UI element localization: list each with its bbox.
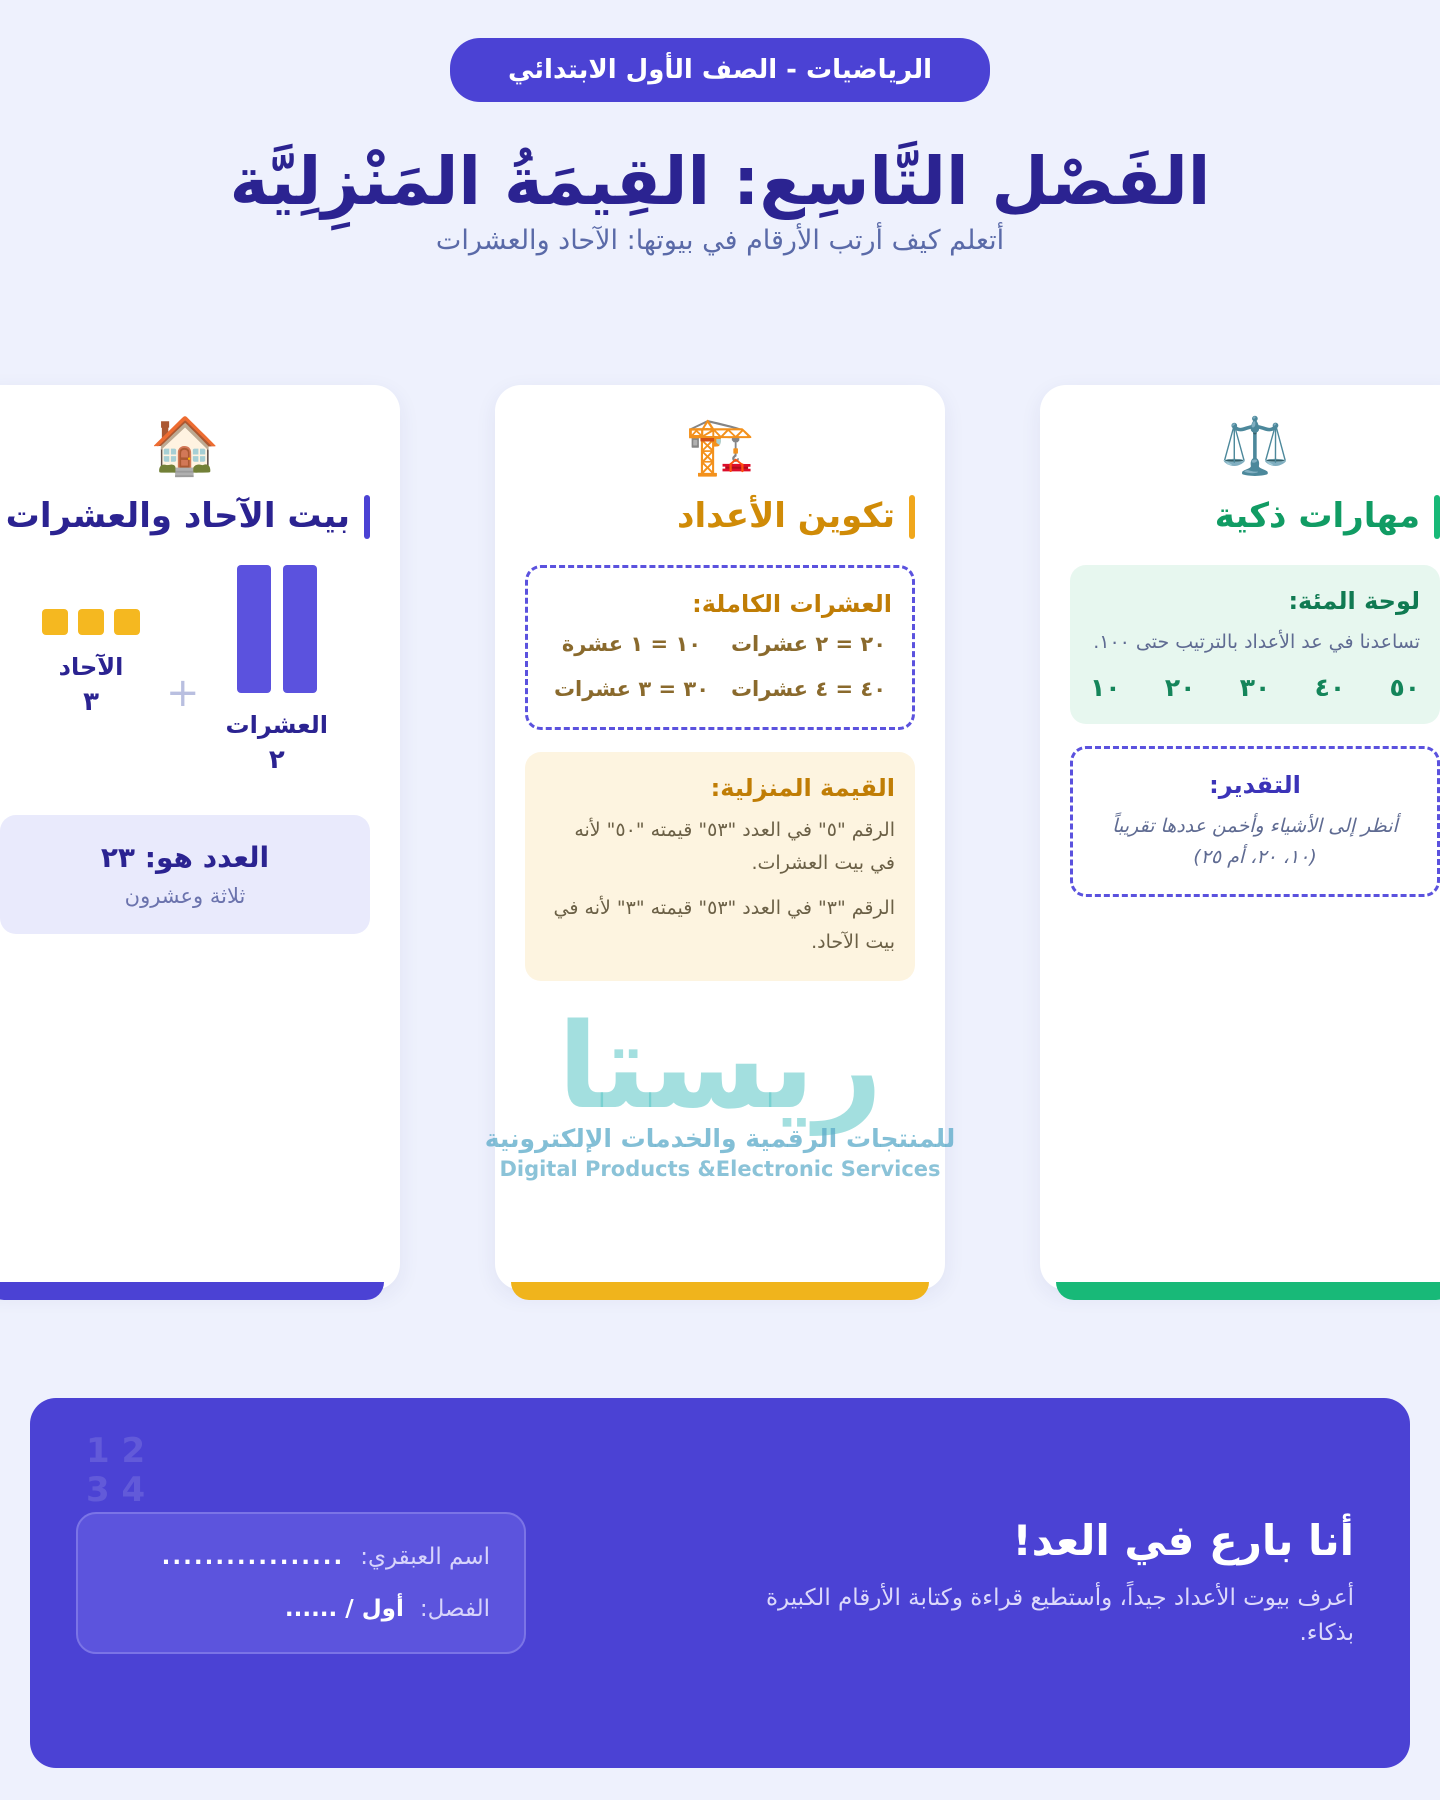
tens-group xyxy=(226,565,328,775)
subject-grade-badge: الرياضيات - الصف الأول الابتدائي xyxy=(450,38,990,102)
card-number-forming-title: تكوين الأعداد xyxy=(677,496,895,536)
card-ones-tens-head xyxy=(0,495,370,539)
watermark-tagline-ar: للمنتجات الرقمية والخدمات الإلكترونية xyxy=(484,1124,956,1154)
name-field-label: اسم العبقري: xyxy=(360,1544,490,1570)
decorative-digits: 1 2 3 4 xyxy=(86,1431,146,1511)
cards-row xyxy=(0,385,1440,1290)
estimation-text: أنظر إلى الأشياء وأخمن عددها تقريباً (١٠، ٢٠، أم ٢٥) xyxy=(1112,815,1398,868)
number-chip: ١٠ xyxy=(1090,673,1121,703)
footer-title: أنا بارع في العد! xyxy=(1012,1516,1354,1565)
form-row-class[interactable] xyxy=(112,1596,490,1622)
hundred-chart-title: لوحة المئة: xyxy=(1288,587,1420,615)
scale-icon: ⚖️ xyxy=(1220,414,1290,479)
tens-item: ٢٠ = ٢ عشرات xyxy=(730,632,887,656)
hundred-chart-numbers xyxy=(1090,673,1420,702)
plus-icon: + xyxy=(166,670,200,716)
card-smart-skills xyxy=(1040,385,1440,1290)
ones-unit xyxy=(42,609,68,635)
full-tens-box xyxy=(525,565,915,730)
card-smart-skills-title: مهارات ذكية xyxy=(1214,496,1420,536)
header-badge-wrap xyxy=(0,0,1440,102)
card-underline xyxy=(0,1282,384,1300)
estimation-box xyxy=(1070,746,1440,897)
tens-label: العشرات xyxy=(225,711,328,739)
place-value-box xyxy=(525,752,915,981)
ones-value: ٣ xyxy=(83,687,99,717)
number-chip: ٤٠ xyxy=(1314,673,1346,703)
ones-group xyxy=(42,565,140,717)
place-value-title: القيمة المنزلية: xyxy=(710,773,895,802)
card-number-forming xyxy=(495,385,945,1290)
page-title: الفَصْل التَّاسِع: القِيمَةُ المَنْزِلِيَّة xyxy=(229,143,1211,220)
ones-unit xyxy=(114,609,140,635)
result-word: ثلاثة وعشرون xyxy=(124,884,246,908)
result-box xyxy=(0,815,370,934)
tens-rod xyxy=(237,565,271,693)
card-underline xyxy=(1056,1282,1440,1300)
place-value-line: الرقم "٣" في العدد "٥٣" قيمته "٣" لأنه في بيت الآحاد. xyxy=(553,897,895,953)
card-number-forming-head xyxy=(525,495,915,539)
class-field-value[interactable]: أول / ...... xyxy=(284,1596,404,1622)
result-number: العدد هو: ٢٣ xyxy=(100,841,270,874)
card-ones-tens-house xyxy=(0,385,400,1290)
crane-icon: 🏗️ xyxy=(685,414,755,479)
tens-rods xyxy=(226,565,328,693)
hundred-chart-box xyxy=(1070,565,1440,724)
number-chip: ٢٠ xyxy=(1164,673,1196,703)
tens-item: ٤٠ = ٤ عشرات xyxy=(730,677,887,702)
card-smart-skills-head xyxy=(1070,495,1440,539)
footer-text-block xyxy=(714,1516,1354,1650)
page-subtitle: أتعلم كيف أرتب الأرقام في بيوتها: الآحاد والعشرات xyxy=(435,224,1005,256)
ones-label: الآحاد xyxy=(58,653,124,681)
tens-rod xyxy=(283,565,317,693)
watermark-logo-ar: ريستا xyxy=(557,997,883,1135)
name-field-value[interactable]: ................. xyxy=(161,1544,345,1570)
ones-units xyxy=(42,609,140,635)
card-ones-tens-title: بيت الآحاد والعشرات xyxy=(5,496,350,536)
full-tens-title: العشرات الكاملة: xyxy=(692,590,892,618)
footer-banner xyxy=(30,1398,1410,1768)
tens-item: ٣٠ = ٣ عشرات xyxy=(553,677,710,702)
house-icon: 🏠 xyxy=(150,414,220,479)
ones-unit xyxy=(78,609,104,635)
accent-bar xyxy=(909,495,915,539)
accent-bar xyxy=(1434,495,1440,539)
tens-value: ٢ xyxy=(268,745,285,775)
footer-subtitle: أعرف بيوت الأعداد جيداً، وأستطيع قراءة وكتابة الأرقام الكبيرة بذكاء. xyxy=(765,1585,1354,1646)
place-value-line: الرقم "٥" في العدد "٥٣" قيمته "٥٠" لأنه في بيت العشرات. xyxy=(574,818,895,875)
watermark-tagline-en: Digital Products &Electronic Services xyxy=(499,1157,941,1182)
number-chip: ٥٠ xyxy=(1389,673,1420,703)
number-chip: ٣٠ xyxy=(1239,673,1271,703)
hundred-chart-text: تساعدنا في عد الأعداد بالترتيب حتى ١٠٠. xyxy=(1093,631,1420,653)
tens-item: ١٠ = ١ عشرة xyxy=(561,632,702,656)
class-field-label: الفصل: xyxy=(419,1596,490,1622)
place-value-blocks xyxy=(0,565,370,775)
card-underline xyxy=(511,1282,929,1300)
full-tens-grid xyxy=(548,630,892,705)
estimation-title: التقدير: xyxy=(1209,771,1301,800)
student-info-form[interactable] xyxy=(76,1512,526,1654)
form-row-name[interactable] xyxy=(112,1544,490,1570)
accent-bar xyxy=(364,495,370,539)
